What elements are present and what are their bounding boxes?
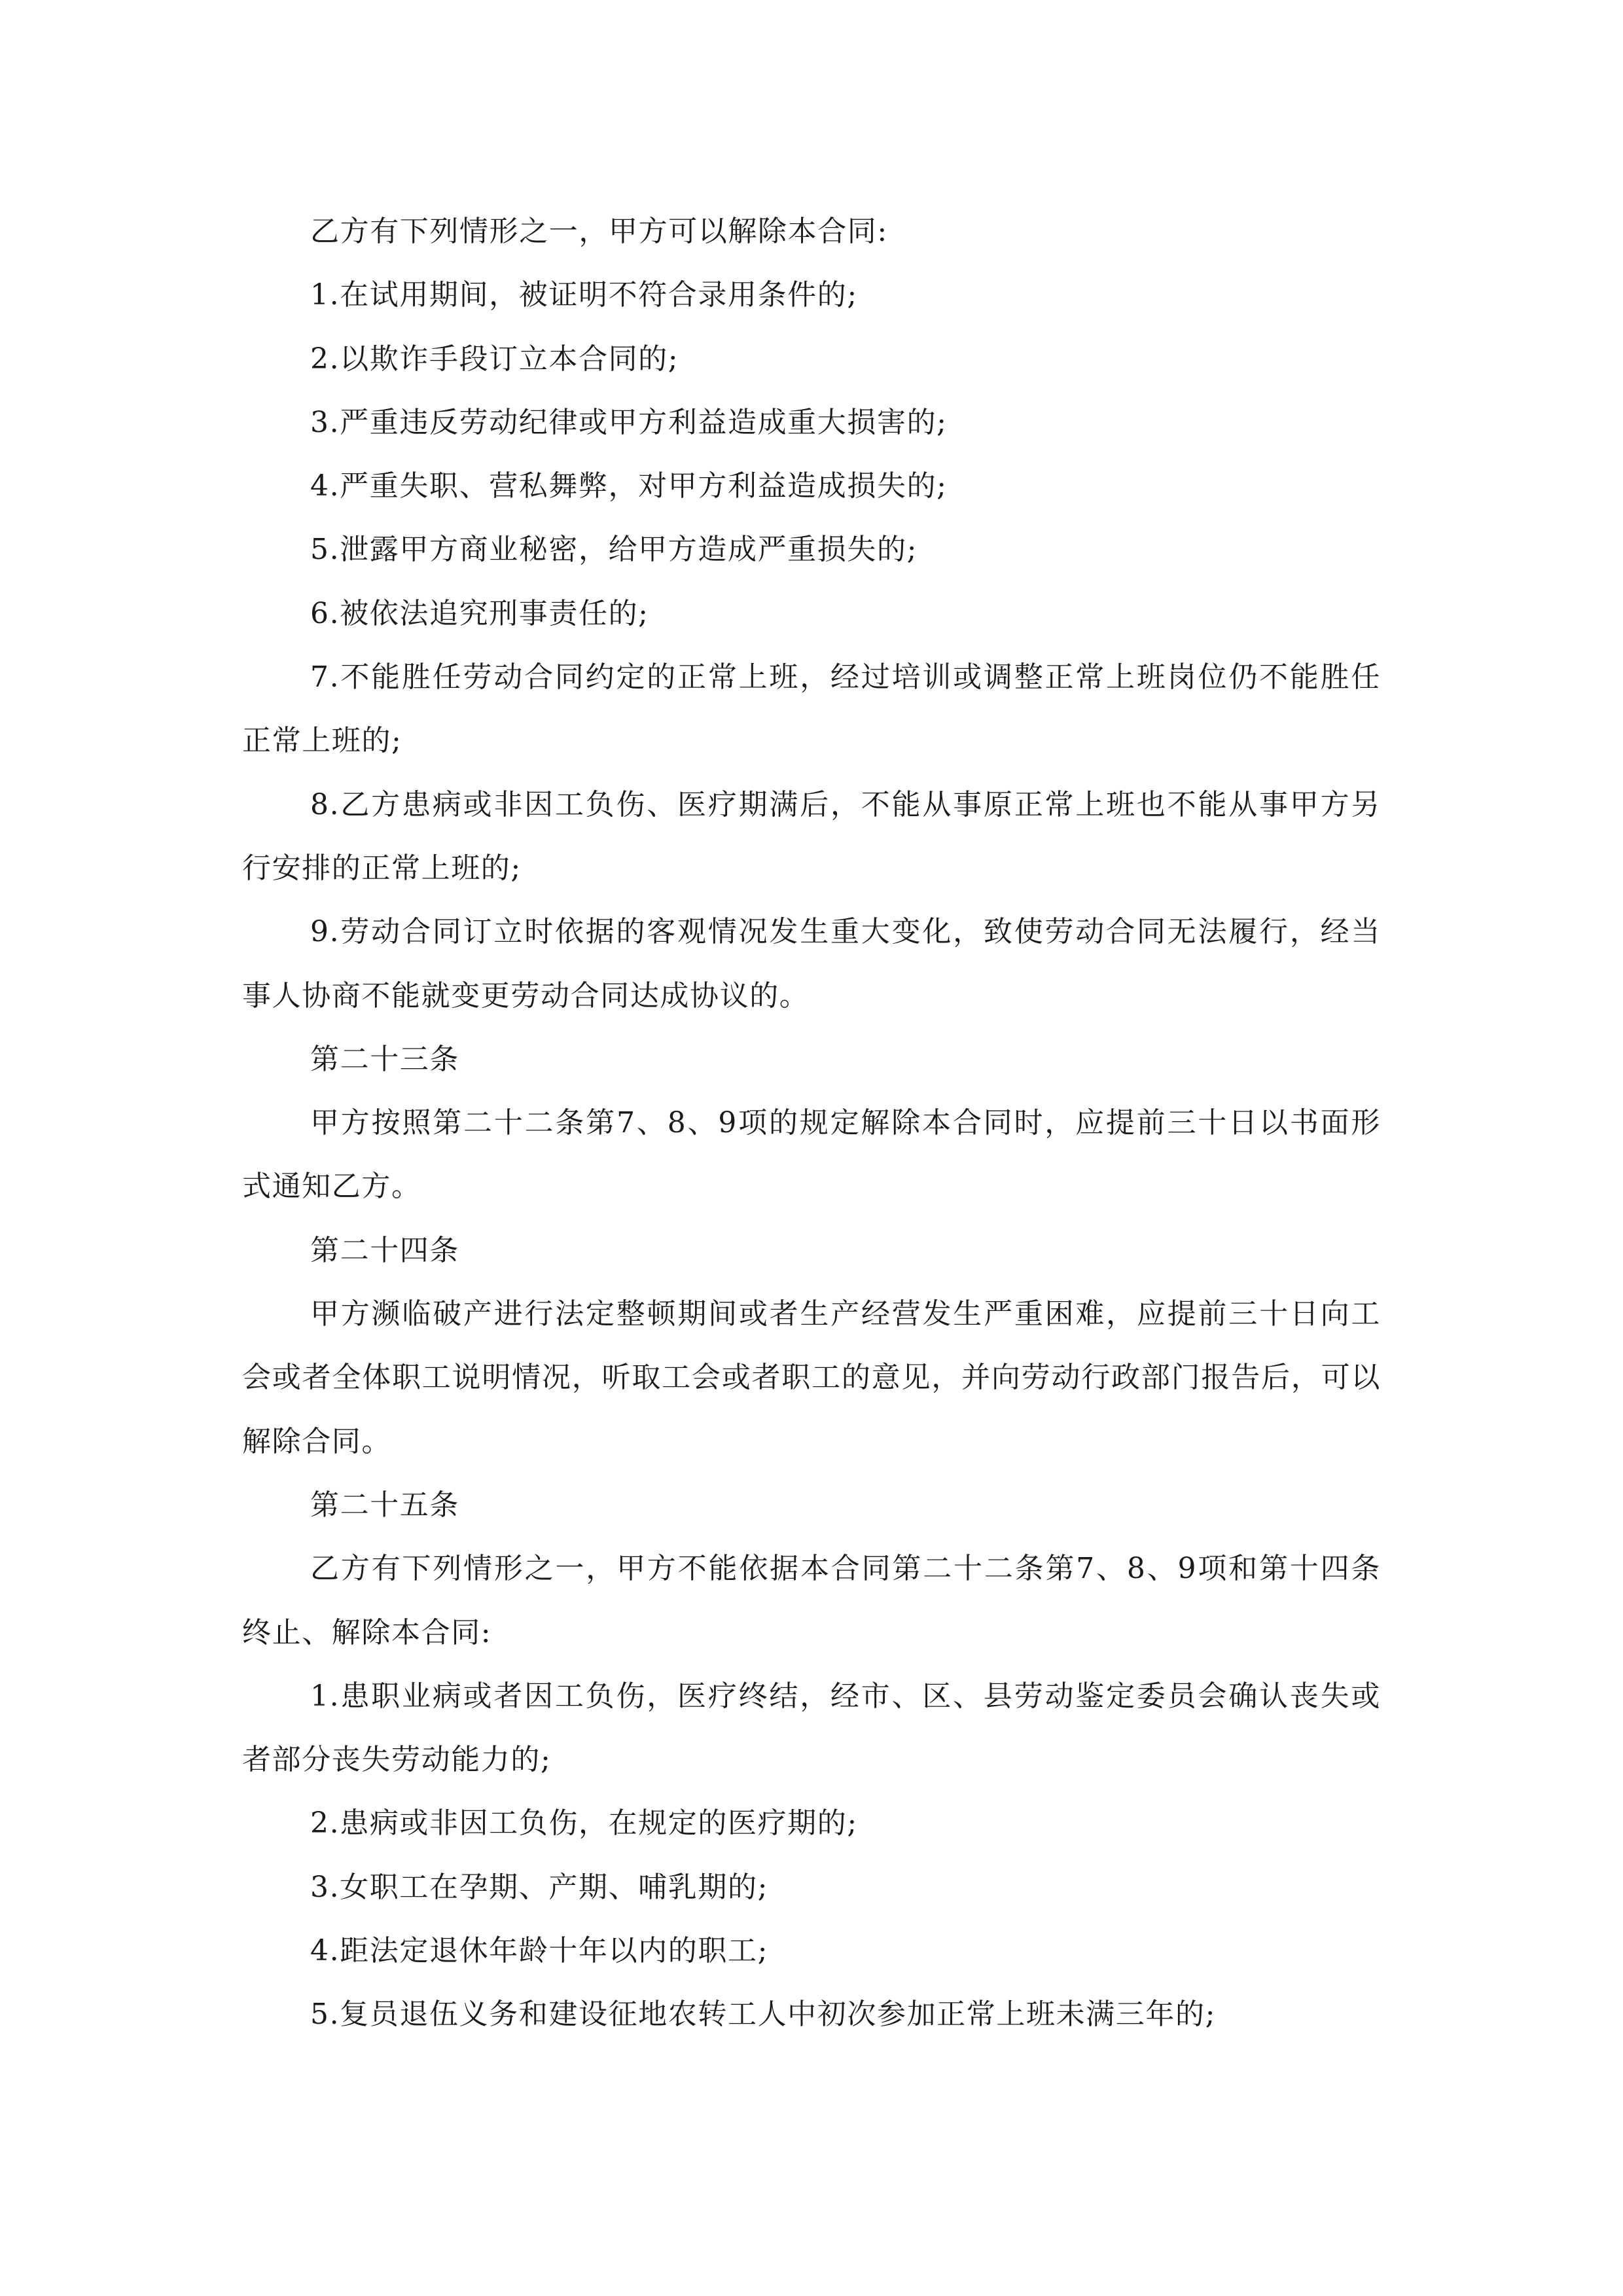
paragraph-9: 8.乙方患病或非因工负伤、医疗期满后，不能从事原正常上班也不能从事甲方另行安排的正常上班的; [242,787,1381,885]
paragraph-8: 7.不能胜任劳动合同约定的正常上班，经过培训或调整正常上班岗位仍不能胜任正常上班的; [242,660,1381,758]
paragraph-12: 甲方濒临破产进行法定整顿期间或者生产经营发生严重困难，应提前三十日向工会或者全体职工说明情况，听取工会或者职工的意见，并向劳动行政部门报告后，可以解除合同。 [242,1297,1381,1458]
paragraph-18: 5.复员退伍义务和建设征地农转工人中初次参加正常上班未满三年的; [310,1998,1217,2032]
paragraph-17: 4.距法定退休年龄十年以内的职工; [310,1934,769,1968]
paragraph-6: 5.泄露甲方商业秘密，给甲方造成严重损失的; [310,533,918,567]
paragraph-5: 4.严重失职、营私舞弊，对甲方利益造成损失的; [310,469,948,503]
paragraph-13: 乙方有下列情形之一，甲方不能依据本合同第二十二条第7、8、9项和第十四条终止、解除本合同: [242,1552,1381,1649]
paragraph-7: 6.被依法追究刑事责任的; [310,596,649,630]
paragraph-2: 1.在试用期间，被证明不符合录用条件的; [310,278,858,312]
paragraph-14: 1.患职业病或者因工负伤，医疗终结，经市、区、县劳动鉴定委员会确认丧失或者部分丧失劳动能力的; [242,1679,1381,1777]
paragraph-1: 乙方有下列情形之一，甲方可以解除本合同: [310,215,888,248]
paragraph-4: 3.严重违反劳动纪律或甲方利益造成重大损害的; [310,405,948,439]
paragraph-11: 甲方按照第二十二条第7、8、9项的规定解除本合同时，应提前三十日以书面形式通知乙方。 [242,1106,1381,1204]
paragraph-3: 2.以欺诈手段订立本合同的; [310,342,679,376]
paragraph-16: 3.女职工在孕期、产期、哺乳期的; [310,1870,769,1904]
document-body [242,200,1381,2047]
article-heading-24: 第二十四条 [310,1233,459,1267]
paragraph-15: 2.患病或非因工负伤，在规定的医疗期的; [310,1806,858,1840]
article-heading-25: 第二十五条 [310,1488,459,1522]
paragraph-10: 9.劳动合同订立时依据的客观情况发生重大变化，致使劳动合同无法履行，经当事人协商不能就变更劳动合同达成协议的。 [242,915,1381,1013]
article-heading-23: 第二十三条 [310,1042,459,1076]
